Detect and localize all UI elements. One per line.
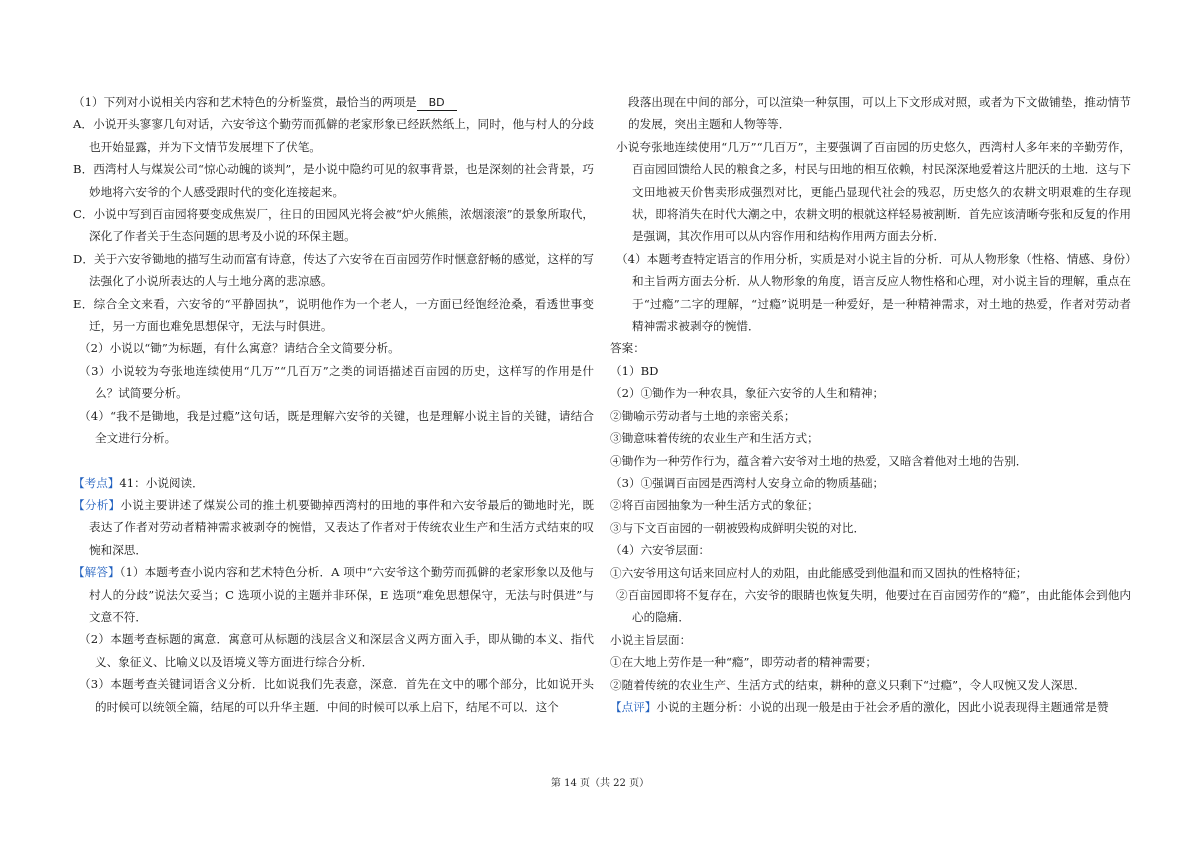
answer-3-1: （3）①强调百亩园是西湾村人安身立命的物质基础； [610, 475, 885, 490]
jieda-3-continued: 段落出现在中间的部分，可以渲染一种氛围，可以上下文形成对照，或者为下文做铺垫，推动情节的发展，突出主题和人物等等． [628, 95, 1131, 132]
dianping-tag: 【点评】 [610, 699, 657, 714]
answer-4-6: ②随着传统的农业生产、生活方式的结束，耕种的意义只剩下“过瘾”，令人叹惋又发人深思． [610, 677, 1086, 692]
option-e: E．综合全文来看，六安爷的“平静固执”，说明他作为一个老人，一方面已经饱经沧桑，看透世事变迁，另一方面也难免思想保守，无法与时俱进。 [73, 296, 594, 334]
question-2: （2）小说以“锄”为标题，有什么寓意？请结合全文简要分析。 [79, 341, 400, 356]
kaodian-text: 41：小说阅读． [119, 475, 204, 490]
answer-2-4: ④锄作为一种劳作行为，蕴含着六安爷对土地的热爱，又暗含着他对土地的告别． [610, 453, 1028, 468]
dianping-text: 小说的主题分析：小说的出现一般是由于社会矛盾的激化，因此小说表现得主题通常是赞 [656, 699, 1109, 714]
jieda-1 [73, 561, 594, 628]
jieda-4: （4）本题考查特定语言的作用分析，实质是对小说主旨的分析．可从人物形象（性格、情感、身份）和主旨两方面去分析．从人物形象的角度，语言反应人物性格和心理，对小说主旨的理解，重点在于“过瘾”二字的理解，“过瘾”说明是一种爱好，是一种精神需求，对土地的热爱，作者对劳动者精神需求被剥夺的惋惜． [616, 251, 1131, 334]
answer-3-3: ③与下文百亩园的一朝被毁构成鲜明尖锐的对比． [610, 520, 866, 535]
question-4: （4）“我不是锄地，我是过瘾”这句话，既是理解六安爷的关键，也是理解小说主旨的关键，请结合全文进行分析。 [79, 408, 594, 446]
left-column [73, 91, 594, 718]
jieda-2: （2）本题考查标题的寓意．寓意可从标题的浅层含义和深层含义两方面入手，即从锄的本义、指代义、象征义、比喻义以及语境义等方面进行综合分析． [79, 632, 594, 669]
answer-4-5: ①在大地上劳作是一种“瘾”，即劳动者的精神需要； [610, 655, 877, 670]
dianping [610, 696, 1131, 718]
jieda-tag: 【解答】 [73, 565, 120, 580]
answer-1: （1）BD [610, 363, 659, 378]
page-footer: 第 14 页（共 22 页） [550, 778, 650, 789]
answer-3-2: ②将百亩园抽象为一种生活方式的象征； [610, 498, 819, 513]
answer-4-3: ②百亩园即将不复存在，六安爷的眼睛也恢复失明，他要过在百亩园劳作的“瘾”，由此能体会到他内心的隐痛． [616, 587, 1131, 625]
fenxi [73, 494, 594, 561]
kaodian-tag: 【考点】 [73, 475, 120, 490]
answer-4-4: 小说主旨层面： [610, 632, 692, 647]
option-a: A．小说开头寥寥几句对话，六安爷这个勤劳而孤僻的老家形象已经跃然纸上，同时，他与村人的分歧也开始显露，并为下文情节发展埋下了伏笔。 [73, 117, 594, 154]
answer-4-1: （4）六安爷层面： [610, 543, 711, 558]
question-1-answer: BD [417, 95, 457, 111]
answer-2-1: （2）①锄作为一种农具，象征六安爷的人生和精神； [610, 386, 885, 401]
answer-2-3: ③锄意味着传统的农业生产和生活方式； [610, 431, 819, 446]
option-c: C．小说中写到百亩园将要变成焦炭厂，往日的田园风光将会被“炉火熊熊，浓烟滚滚”的景象所取代，深化了作者关于生态问题的思考及小说的环保主题。 [73, 207, 594, 244]
answer-2-2: ②锄喻示劳动者与土地的亲密关系； [610, 408, 796, 423]
question-1 [73, 91, 594, 113]
spacer [73, 450, 594, 472]
kaodian [73, 472, 594, 494]
jieda-3-explanation: 小说夸张地连续使用“几万”“几百万”，主要强调了百亩园的历史悠久，西湾村人多年来的辛勤劳作，百亩园回馈给人民的粮食之多，村民与田地的相互依赖，村民深深地爱着这片肥沃的土地．这与下文田地被天价售卖形成强烈对比，更能凸显现代社会的残忍，历史悠久的农耕文明艰难的生存现状，即将消失在时代大潮之中，农耕文明的根就这样轻易被割断．首先应该清晰夸张和反复的作用是强调，其次作用可以从内容作用和结构作用两方面去分析． [616, 139, 1131, 244]
answer-4-2: ①六安爷用这句话来回应村人的劝阻，由此能感受到他温和而又固执的性格特征； [610, 565, 1028, 580]
fenxi-tag: 【分析】 [73, 497, 121, 512]
question-1-text: （1）下列对小说相关内容和艺术特色的分析鉴赏，最恰当的两项是 [73, 95, 417, 109]
option-d: D．关于六安爷锄地的描写生动而富有诗意，传达了六安爷在百亩园劳作时惬意舒畅的感觉，这样的写法强化了小说所表达的人与土地分离的悲凉感。 [73, 251, 594, 289]
answer-label: 答案： [610, 341, 645, 356]
jieda-3: （3）本题考查关键词语含义分析．比如说我们先表意，深意．首先在文中的哪个部分，比如说开头的时候可以统领全篇，结尾的可以升华主题．中间的时候可以承上启下，结尾不可以．这个 [79, 677, 594, 714]
fenxi-text: 小说主要讲述了煤炭公司的推土机要锄掉西湾村的田地的事件和六安爷最后的锄地时光，既表达了作者对劳动者精神需求被剥夺的惋惜，又表达了作者对于传统农业生产和生活方式结束的叹惋和深思． [89, 497, 594, 557]
option-b: B．西湾村人与煤炭公司“惊心动魄的谈判”，是小说中隐约可见的叙事背景，也是深刻的社会背景，巧妙地将六安爷的个人感受跟时代的变化连接起来。 [73, 162, 594, 199]
right-column [610, 91, 1131, 718]
jieda-1-text: （1）本题考查小说内容和艺术特色分析．A 项中“六安爷这个勤劳而孤僻的老家形象以及他与村人的分歧”说法欠妥当；C 选项小说的主题并非环保，E 选项“难免思想保守，无法与时俱进”与文意不符． [89, 565, 594, 624]
question-3: （3）小说较为夸张地连续使用“几万”“几百万”之类的词语描述百亩园的历史，这样写的作用是什么？试简要分析。 [79, 363, 594, 401]
